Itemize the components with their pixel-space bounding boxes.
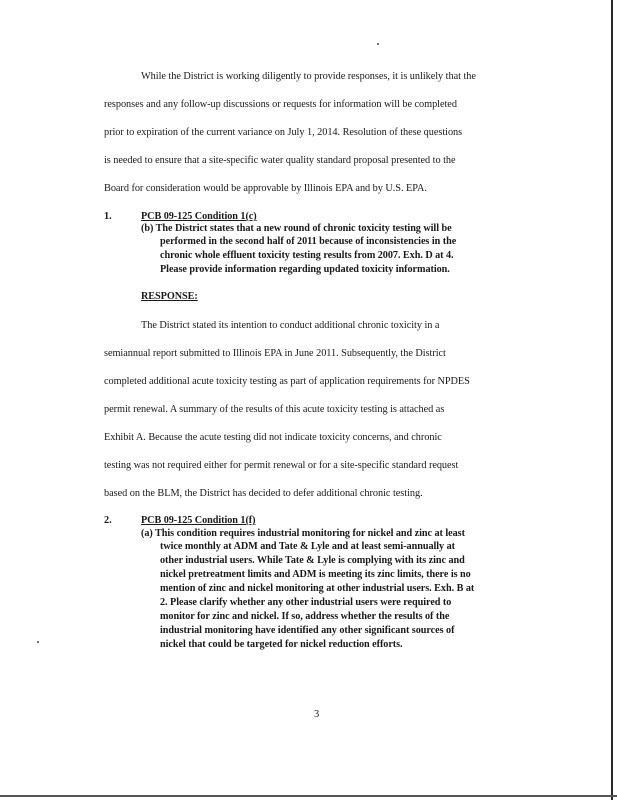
item-number: 1. xyxy=(104,211,112,222)
paragraph-line: responses and any follow-up discussions or requests for information will be completed xyxy=(104,99,457,110)
response-line: permit renewal. A summary of the results of this acute toxicity testing is attached as xyxy=(104,404,445,415)
request-line: (a) This condition requires industrial monitoring for nickel and zinc at least xyxy=(141,528,465,539)
response-line: completed additional acute toxicity testing as part of application requirements for NPDES xyxy=(104,376,470,387)
response-line: The District stated its intention to conduct additional chronic toxicity in a xyxy=(141,320,440,331)
response-line: Exhibit A. Because the acute testing did not indicate toxicity concerns, and chronic xyxy=(104,432,442,443)
item-number: 2. xyxy=(104,515,112,526)
request-line: nickel that could be targeted for nickel reduction efforts. xyxy=(160,639,403,650)
scan-speck xyxy=(37,641,39,643)
scan-speck xyxy=(377,43,379,45)
response-line: testing was not required either for permit renewal or for a site-specific standard request xyxy=(104,460,459,471)
request-line: other industrial users. While Tate & Lyle is complying with its zinc and xyxy=(160,555,465,566)
paragraph-line: While the District is working diligently to provide responses, it is unlikely that the xyxy=(141,71,476,82)
response-line: semiannual report submitted to Illinois EPA in June 2011. Subsequently, the District xyxy=(104,348,446,359)
request-line: nickel pretreatment limits and ADM is meeting its zinc limits, there is no xyxy=(160,569,471,580)
scan-edge-bottom xyxy=(0,795,617,797)
request-line: performed in the second half of 2011 because of inconsistencies in the xyxy=(160,236,457,247)
page-number: 3 xyxy=(314,709,320,720)
item-heading: PCB 09-125 Condition 1(f) xyxy=(141,515,256,526)
request-line: (b) The District states that a new round of chronic toxicity testing will be xyxy=(141,223,452,234)
request-line: 2. Please clarify whether any other industrial users were required to xyxy=(160,597,452,608)
request-line: chronic whole effluent toxicity testing results from 2007. Exh. D at 4. xyxy=(160,250,454,261)
request-line: twice monthly at ADM and Tate & Lyle and at least semi-annually at xyxy=(160,541,455,552)
response-line: based on the BLM, the District has decided to defer additional chronic testing. xyxy=(104,488,423,499)
paragraph-line: is needed to ensure that a site-specific water quality standard proposal presented to the xyxy=(104,155,456,166)
paragraph-line: Board for consideration would be approvable by Illinois EPA and by U.S. EPA. xyxy=(104,183,427,194)
request-line: Please provide information regarding updated toxicity information. xyxy=(160,264,450,275)
request-line: mention of zinc and nickel monitoring at other industrial users. Exh. B at xyxy=(160,583,475,594)
scan-edge-right xyxy=(611,0,613,800)
paragraph-line: prior to expiration of the current variance on July 1, 2014. Resolution of these questions xyxy=(104,127,463,138)
request-line: monitor for zinc and nickel. If so, address whether the results of the xyxy=(160,611,450,622)
response-heading: RESPONSE: xyxy=(141,291,198,302)
item-heading: PCB 09-125 Condition 1(c) xyxy=(141,211,257,222)
request-line: industrial monitoring have identified any other significant sources of xyxy=(160,625,455,636)
